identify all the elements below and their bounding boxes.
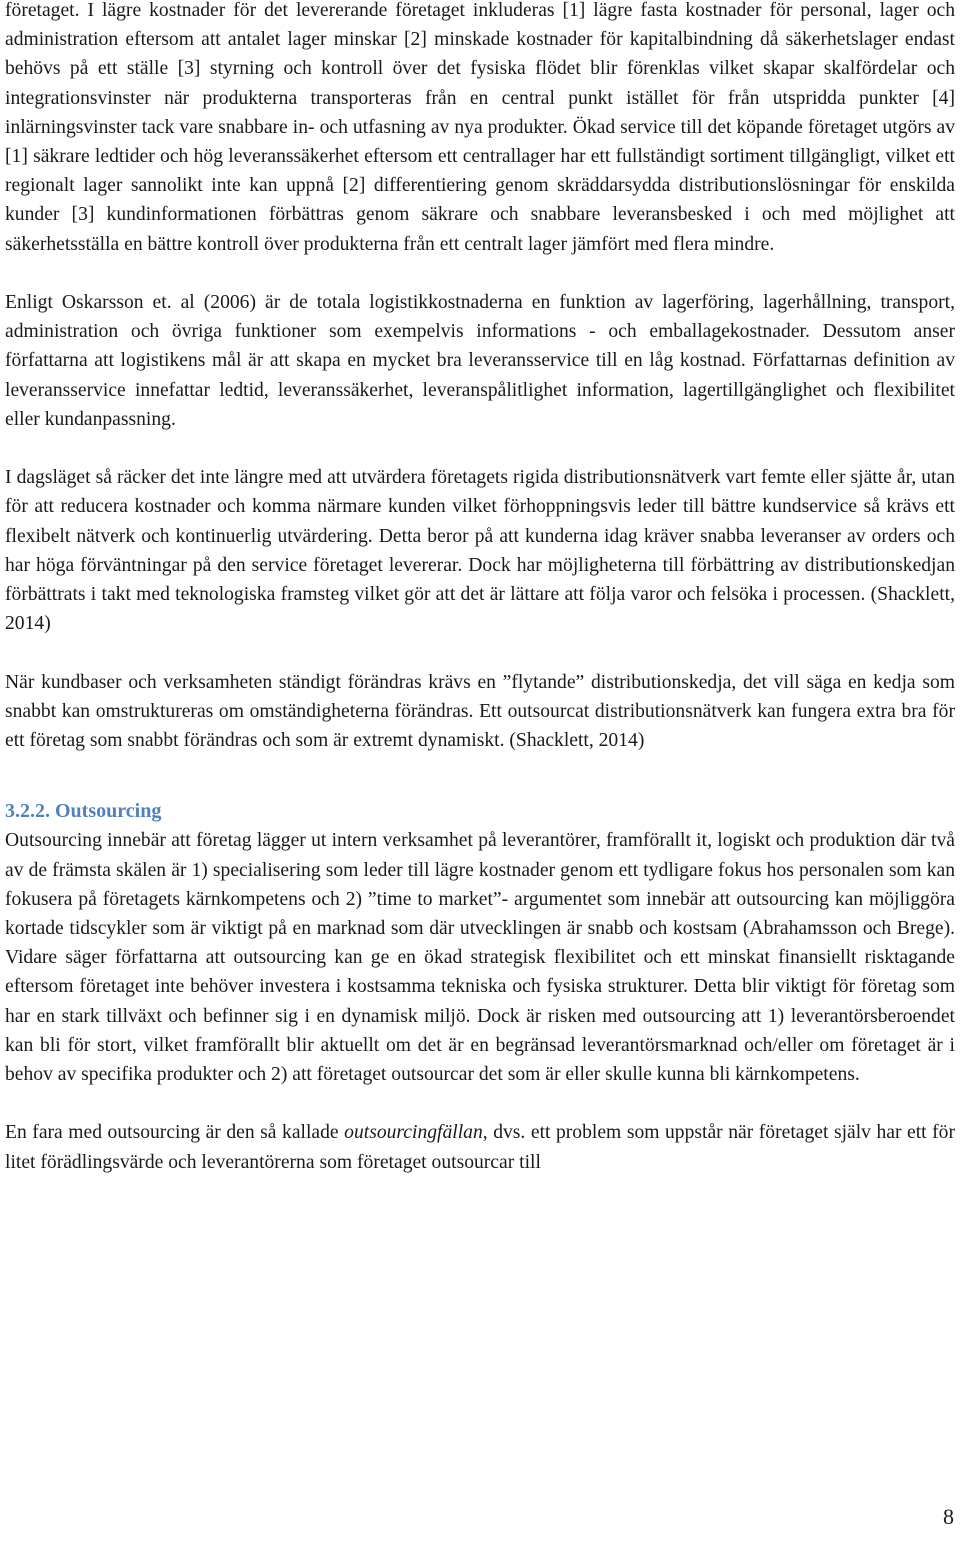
page-number: 8	[943, 1504, 954, 1529]
paragraph-outsourcingfallan	[5, 1118, 955, 1176]
body-text	[5, 0, 955, 1206]
section-heading: 3.2.2. Outsourcing	[5, 800, 162, 823]
paragraph-oskarsson: Enligt Oskarsson et. al (2006) är de totala logistikkostnaderna en funktion av lagerföring, lagerhållning, transport, administration och övriga funktioner som exempelvis informations - och emballagekostnader. Dessutom anser författarna att logistikens mål är att skapa en mycket bra leveransservice till en låg kostnad. Författarnas definition av leveransservice innefattar ledtid, leveranssäkerhet, leveranspålitlighet information, lagertillgänglighet och flexibilitet eller kundanpassning.	[5, 292, 955, 430]
paragraph-dagslaget: I dagsläget så räcker det inte längre med att utvärdera företagets rigida distributionsnätverk vart femte eller sjätte år, utan för att reducera kostnader och komma närmare kunden vilket förhoppningsvis leder till bättre kundservice så krävs ett flexibelt nätverk och kontinuerlig utvärdering. Detta beror på att kunderna idag kräver snabba leveranser av orders och har höga förväntningar på den service företaget levererar. Dock har möjligheterna till förbättring av distributionskedjan förbättrats i takt med teknologiska framsteg vilket gör att det är lättare att följa varor och felsöka i processen. (Shacklett, 2014)	[5, 467, 955, 635]
paragraph-centrallager: företaget. I lägre kostnader för det levererande företaget inkluderas [1] lägre fasta kostnader för personal, lager och administration eftersom att antalet lager minskar [2] minskade kostnader för kapitalbindning då säkerhetslager endast behövs på ett ställe [3] styrning och kontroll över det fysiska flödet blir förenklas vilket skapar skalfördelar och integrationsvinster när produkterna transporteras från en central punkt istället för från utspridda punkter [4] inlärningsvinster tack vare snabbare in- och utfasning av nya produkter. Ökad service till det köpande företaget utgörs av [1] säkrare ledtider och hög leveranssäkerhet eftersom ett centrallager har ett fullständigt sortiment tillgängligt, vilket ett regionalt lager sannolikt inte kan uppnå [2] differentiering genom skräddarsydda distributionslösningar för enskilda kunder [3] kundinformationen förbättras genom säkrare och snabbare leveransbesked i och med möjlighet att säkerhetsställa en bättre kontroll över produkterna från ett centralt lager jämfört med flera mindre.	[5, 0, 955, 255]
paragraph-outsourcing: Outsourcing innebär att företag lägger ut intern verksamhet på leverantörer, framförallt it, logiskt och produktion där två av de främsta skälen är 1) specialisering som leder till lägre kostnader genom ett tydligare fokus hos personalen som kan fokusera på företagets kärnkompetens och 2) ”time to market”- argumentet som innebär att outsourcing kan möjliggöra kortade tidscykler som är viktigt på en marknad som där utvecklingen är snabb och kostsam (Abrahamsson och Brege). Vidare säger författarna att outsourcing kan ge en ökad strategisk flexibilitet och ett minskat finansiellt risktagande eftersom företaget inte behöver investera i kostsamma tekniska och fysiska strukturer. Detta blir viktigt för företag som har en stark tillväxt och befinner sig i en dynamisk miljö. Dock är risken med outsourcing att 1) leverantörsberoendet kan bli för stort, vilket framförallt blir aktuellt om det är en begränsad leverantörsmarknad och/eller om företaget är i behov av specifika produkter och 2) att företaget outsourcar det som är eller skulle kunna bli kärnkompetens.	[5, 830, 955, 1086]
emphasized-term: outsourcingfällan	[344, 1122, 483, 1144]
paragraph-flytande: När kundbaser och verksamheten ständigt förändras krävs en ”flytande” distributionskedja, det vill säga en kedja som snabbt kan omstruktureras om omständigheterna förändras. Ett outsourcat distributionsnätverk kan fungera extra bra för ett företag som snabbt förändras och som är extremt dynamiskt. (Shacklett, 2014)	[5, 671, 955, 752]
text-after-emphasis: , dvs. ett problem som uppstår när företaget själv har ett för litet förädlingsvärde och leverantörerna som företaget outsourcar till	[5, 1122, 956, 1173]
text-before-emphasis: En fara med outsourcing är den så kallade	[5, 1122, 345, 1144]
